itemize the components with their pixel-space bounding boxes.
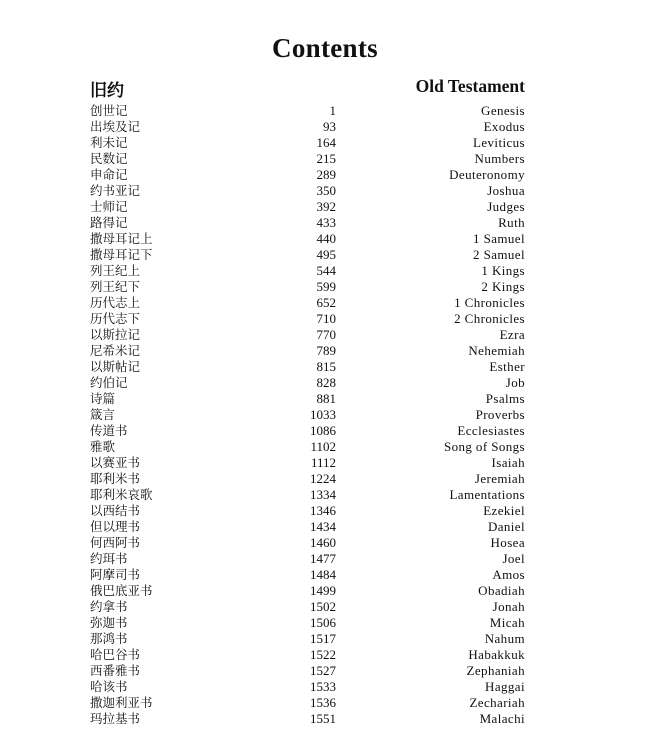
book-name-english: Nahum bbox=[484, 631, 525, 646]
book-row[interactable] bbox=[0, 247, 650, 263]
page-number: 789 bbox=[316, 343, 336, 358]
page-number: 1484 bbox=[310, 567, 336, 582]
book-name-english: Haggai bbox=[485, 679, 525, 694]
page-number: 1517 bbox=[310, 631, 336, 646]
book-name-english: 2 Kings bbox=[481, 279, 525, 294]
book-row[interactable] bbox=[0, 487, 650, 503]
page-number: 215 bbox=[316, 151, 336, 166]
page-number: 289 bbox=[316, 167, 336, 182]
page-number: 1 bbox=[329, 103, 336, 118]
page-number: 881 bbox=[316, 391, 336, 406]
book-name-chinese: 出埃及记 bbox=[90, 119, 141, 134]
book-name-chinese: 俄巴底亚书 bbox=[90, 583, 153, 598]
page-number: 544 bbox=[316, 263, 336, 278]
page-number: 1112 bbox=[310, 455, 336, 470]
book-name-chinese: 撒母耳记下 bbox=[90, 247, 153, 262]
book-name-english: Joshua bbox=[487, 183, 525, 198]
page-number: 495 bbox=[316, 247, 336, 262]
book-name-chinese: 雅歌 bbox=[90, 439, 116, 454]
page-number: 350 bbox=[316, 183, 336, 198]
page-number: 1536 bbox=[310, 695, 336, 710]
book-row[interactable] bbox=[0, 711, 650, 727]
page-number: 1033 bbox=[310, 407, 336, 422]
book-row[interactable] bbox=[0, 359, 650, 375]
book-row[interactable] bbox=[0, 263, 650, 279]
book-name-english: Nehemiah bbox=[468, 343, 525, 358]
book-row[interactable] bbox=[0, 151, 650, 167]
book-name-english: 1 Chronicles bbox=[454, 295, 525, 310]
book-row[interactable] bbox=[0, 119, 650, 135]
book-row[interactable] bbox=[0, 327, 650, 343]
book-name-chinese: 西番雅书 bbox=[90, 663, 141, 678]
book-name-chinese: 历代志下 bbox=[90, 311, 141, 326]
book-name-english: Psalms bbox=[485, 391, 525, 406]
book-row[interactable] bbox=[0, 167, 650, 183]
book-name-english: Genesis bbox=[481, 103, 525, 118]
book-row[interactable] bbox=[0, 695, 650, 711]
book-name-chinese: 哈巴谷书 bbox=[90, 647, 141, 662]
page-number: 1527 bbox=[310, 663, 336, 678]
book-name-english: Amos bbox=[492, 567, 525, 582]
book-name-chinese: 箴言 bbox=[90, 407, 116, 422]
page-number: 710 bbox=[316, 311, 336, 326]
book-row[interactable] bbox=[0, 551, 650, 567]
book-name-english: 2 Samuel bbox=[473, 247, 525, 262]
page-number: 1522 bbox=[310, 647, 336, 662]
book-name-chinese: 申命记 bbox=[90, 167, 128, 182]
book-name-chinese: 撒迦利亚书 bbox=[90, 695, 153, 710]
book-row[interactable] bbox=[0, 135, 650, 151]
page-number: 1499 bbox=[310, 583, 336, 598]
book-name-english: 1 Samuel bbox=[473, 231, 525, 246]
book-row[interactable] bbox=[0, 439, 650, 455]
book-name-english: Esther bbox=[489, 359, 525, 374]
book-row[interactable] bbox=[0, 391, 650, 407]
book-name-chinese: 耶利米书 bbox=[90, 471, 141, 486]
book-name-chinese: 但以理书 bbox=[90, 519, 141, 534]
page-number: 1502 bbox=[310, 599, 336, 614]
page-number: 1346 bbox=[310, 503, 336, 518]
book-name-chinese: 约书亚记 bbox=[90, 183, 141, 198]
book-name-chinese: 列王纪下 bbox=[90, 279, 141, 294]
book-name-chinese: 创世记 bbox=[90, 103, 128, 118]
page-number: 1477 bbox=[310, 551, 336, 566]
page-number: 1334 bbox=[310, 487, 336, 502]
book-name-chinese: 玛拉基书 bbox=[90, 711, 141, 726]
book-row[interactable] bbox=[0, 407, 650, 423]
book-name-english: Lamentations bbox=[449, 487, 525, 502]
book-name-chinese: 约伯记 bbox=[90, 375, 128, 390]
book-name-english: Daniel bbox=[487, 519, 525, 534]
book-row[interactable] bbox=[0, 423, 650, 439]
book-name-chinese: 尼希米记 bbox=[90, 343, 141, 358]
page-number: 1533 bbox=[310, 679, 336, 694]
book-name-english: Ezra bbox=[499, 327, 525, 342]
book-name-english: 2 Chronicles bbox=[454, 311, 525, 326]
book-name-english: Jeremiah bbox=[474, 471, 525, 486]
book-name-chinese: 士师记 bbox=[90, 199, 128, 214]
book-name-chinese: 阿摩司书 bbox=[90, 567, 141, 582]
page-number: 1086 bbox=[310, 423, 336, 438]
book-name-english: Exodus bbox=[483, 119, 525, 134]
book-row[interactable] bbox=[0, 615, 650, 631]
book-row[interactable] bbox=[0, 503, 650, 519]
book-name-english: Proverbs bbox=[475, 407, 525, 422]
book-list bbox=[0, 103, 650, 727]
section-heading-english: Old Testament bbox=[415, 76, 525, 96]
book-row[interactable] bbox=[0, 343, 650, 359]
page-number: 1460 bbox=[310, 535, 336, 550]
book-name-english: Leviticus bbox=[473, 135, 525, 150]
book-name-english: Song of Songs bbox=[443, 439, 525, 454]
section-heading-chinese: 旧约 bbox=[90, 81, 124, 101]
book-row[interactable] bbox=[0, 215, 650, 231]
book-row[interactable] bbox=[0, 231, 650, 247]
book-name-chinese: 那鸿书 bbox=[90, 631, 128, 646]
book-row[interactable] bbox=[0, 103, 650, 119]
book-row[interactable] bbox=[0, 535, 650, 551]
book-name-english: Judges bbox=[487, 199, 525, 214]
book-row[interactable] bbox=[0, 311, 650, 327]
book-row[interactable] bbox=[0, 519, 650, 535]
book-name-english: Ezekiel bbox=[483, 503, 525, 518]
page-number: 433 bbox=[316, 215, 336, 230]
book-name-chinese: 路得记 bbox=[90, 215, 128, 230]
book-name-chinese: 以赛亚书 bbox=[90, 455, 141, 470]
page-number: 652 bbox=[316, 295, 336, 310]
book-name-english: Zephaniah bbox=[466, 663, 525, 678]
book-name-english: Ruth bbox=[498, 215, 525, 230]
book-row[interactable] bbox=[0, 567, 650, 583]
book-name-chinese: 撒母耳记上 bbox=[90, 231, 153, 246]
page-number: 1551 bbox=[310, 711, 336, 726]
book-name-english: Malachi bbox=[479, 711, 525, 726]
page-number: 815 bbox=[316, 359, 336, 374]
book-name-chinese: 列王纪上 bbox=[90, 263, 141, 278]
book-row[interactable] bbox=[0, 183, 650, 199]
book-name-english: Joel bbox=[502, 551, 525, 566]
book-row[interactable] bbox=[0, 455, 650, 471]
book-name-english: Numbers bbox=[474, 151, 525, 166]
page-number: 1224 bbox=[310, 471, 336, 486]
book-name-chinese: 耶利米哀歌 bbox=[90, 487, 153, 502]
book-row[interactable] bbox=[0, 583, 650, 599]
book-name-english: Isaiah bbox=[491, 455, 525, 470]
book-row[interactable] bbox=[0, 295, 650, 311]
book-name-english: Jonah bbox=[492, 599, 525, 614]
book-name-chinese: 何西阿书 bbox=[90, 535, 141, 550]
book-row[interactable] bbox=[0, 279, 650, 295]
page-number: 599 bbox=[316, 279, 336, 294]
page-number: 1434 bbox=[310, 519, 336, 534]
book-name-english: Hosea bbox=[490, 535, 525, 550]
book-name-english: Deuteronomy bbox=[449, 167, 525, 182]
book-row[interactable] bbox=[0, 679, 650, 695]
book-name-chinese: 哈该书 bbox=[90, 679, 128, 694]
book-name-english: Zechariah bbox=[469, 695, 525, 710]
page-number: 828 bbox=[316, 375, 336, 390]
page-number: 392 bbox=[316, 199, 336, 214]
book-name-chinese: 诗篇 bbox=[90, 391, 116, 406]
book-row[interactable] bbox=[0, 375, 650, 391]
page-title: Contents bbox=[272, 33, 378, 63]
book-row[interactable] bbox=[0, 663, 650, 679]
book-name-chinese: 传道书 bbox=[90, 423, 128, 438]
book-name-chinese: 约拿书 bbox=[90, 599, 128, 614]
book-name-english: 1 Kings bbox=[481, 263, 525, 278]
book-name-chinese: 以西结书 bbox=[90, 503, 141, 518]
book-name-chinese: 利未记 bbox=[90, 135, 128, 150]
book-name-english: Obadiah bbox=[478, 583, 525, 598]
book-name-chinese: 民数记 bbox=[90, 151, 128, 166]
page-number: 770 bbox=[316, 327, 336, 342]
book-row[interactable] bbox=[0, 199, 650, 215]
book-row[interactable] bbox=[0, 599, 650, 615]
page-number: 93 bbox=[323, 119, 336, 134]
book-name-english: Habakkuk bbox=[468, 647, 525, 662]
page-number: 1102 bbox=[310, 439, 336, 454]
book-name-chinese: 以斯帖记 bbox=[90, 359, 141, 374]
book-name-chinese: 约珥书 bbox=[90, 551, 128, 566]
page-number: 440 bbox=[316, 231, 336, 246]
book-row[interactable] bbox=[0, 471, 650, 487]
page-number: 1506 bbox=[310, 615, 336, 630]
book-name-english: Job bbox=[505, 375, 525, 390]
book-name-english: Micah bbox=[489, 615, 525, 630]
book-name-chinese: 历代志上 bbox=[90, 295, 141, 310]
book-name-chinese: 以斯拉记 bbox=[90, 327, 141, 342]
book-row[interactable] bbox=[0, 631, 650, 647]
book-row[interactable] bbox=[0, 647, 650, 663]
book-name-chinese: 弥迦书 bbox=[90, 615, 128, 630]
book-name-english: Ecclesiastes bbox=[457, 423, 525, 438]
page-number: 164 bbox=[316, 135, 336, 150]
